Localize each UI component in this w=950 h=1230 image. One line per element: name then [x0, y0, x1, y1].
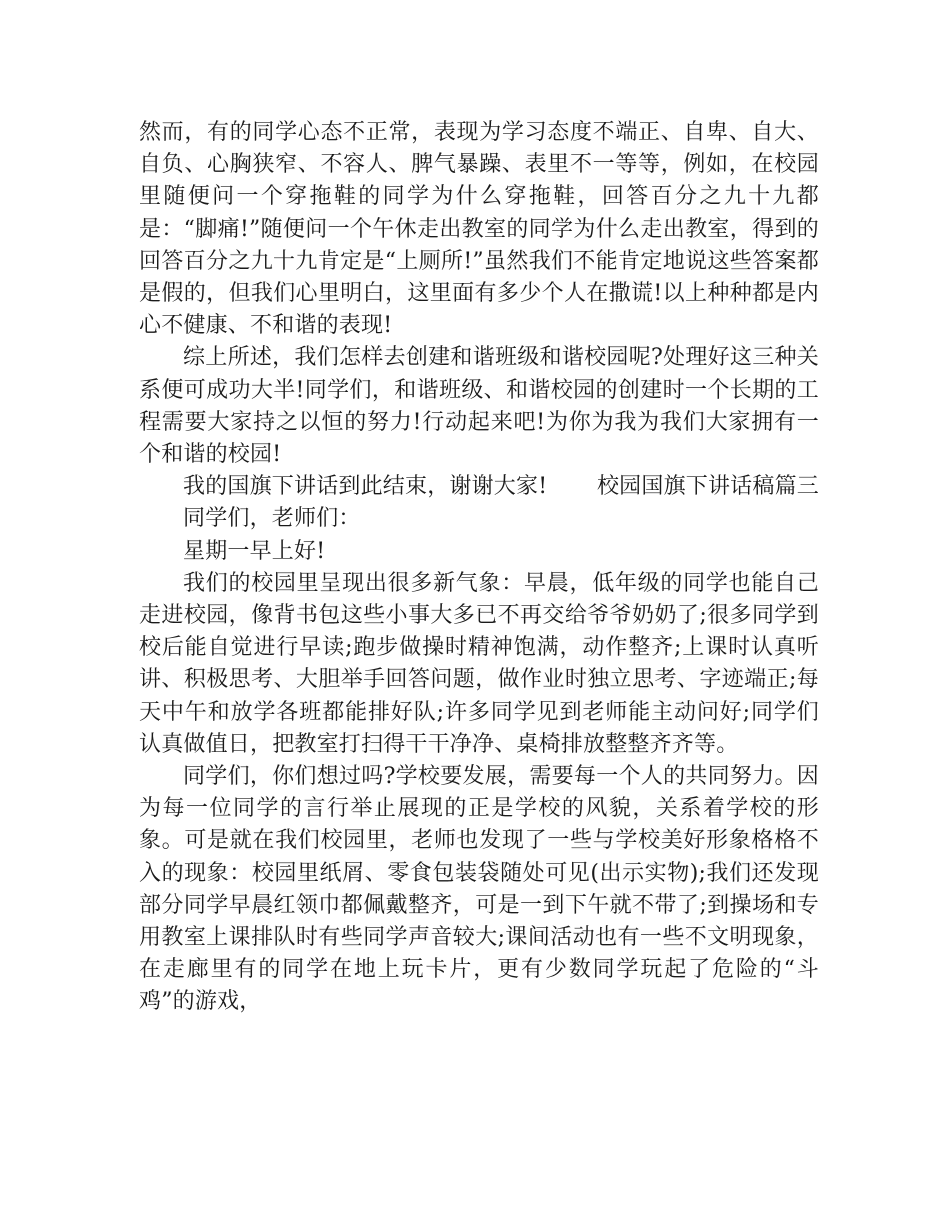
paragraph: 我们的校园里呈现出很多新气象：早晨，低年级的同学也能自己走进校园，像背书包这些小事大多已不再交给爷爷奶奶了;很多同学到校后能自觉进行早读;跑步做操时精神饱满，动作整齐;上课时认真听讲、积极思考、大胆举手回答问题，做作业时独立思考、字迹端正;每天中午和放学各班都能排好队;许多同学见到老师能主动问好;同学们认真做值日，把教室打扫得干干净净、桌椅排放整整齐齐等。: [139, 570, 819, 757]
document-body: [139, 117, 819, 1019]
greeting-line: 星期一早上好!: [183, 538, 326, 564]
paragraph: 同学们，你们想过吗?学校要发展，需要每一个人的共同努力。因为每一位同学的言行举止展现的正是学校的风貌，关系着学校的形象。可是就在我们校园里，老师也发现了一些与学校美好形象格格不入的现象：校园里纸屑、零食包装袋随处可见(出示实物);我们还发现部分同学早晨红领巾都佩戴整齐，可是一到下午就不带了;到操场和专用教室上课排队时有些同学声音较大;课间活动也有一些不文明现象，在走廊里有的同学在地上玩卡片，更有少数同学玩起了危险的“斗鸡”的游戏，: [139, 764, 819, 1015]
greeting-line: 同学们，老师们：: [183, 506, 361, 532]
paragraph: 然而，有的同学心态不正常，表现为学习态度不端正、自卑、自大、自负、心胸狭窄、不容人、脾气暴躁、表里不一等等，例如，在校园里随便问一个穿拖鞋的同学为什么穿拖鞋，回答百分之九十九都是：“脚痛!”随便问一个午休走出教室的同学为什么走出教室，得到的回答百分之九十九肯定是“上厕所!”虽然我们不能肯定地说这些答案都是假的，但我们心里明白，这里面有多少个人在撒谎!以上种种都是内心不健康、不和谐的表现!: [139, 120, 819, 339]
paragraph: 综上所述，我们怎样去创建和谐班级和谐校园呢?处理好这三种关系便可成功大半!同学们，和谐班级、和谐校园的创建时一个长期的工程需要大家持之以恒的努力!行动起来吧!为你为我为我们大家拥有一个和谐的校园!: [139, 345, 819, 468]
section-heading: 校园国旗下讲话稿篇三: [596, 474, 819, 500]
closing-line: 我的国旗下讲话到此结束，谢谢大家!: [183, 474, 548, 500]
closing-and-heading-line: [139, 471, 819, 503]
